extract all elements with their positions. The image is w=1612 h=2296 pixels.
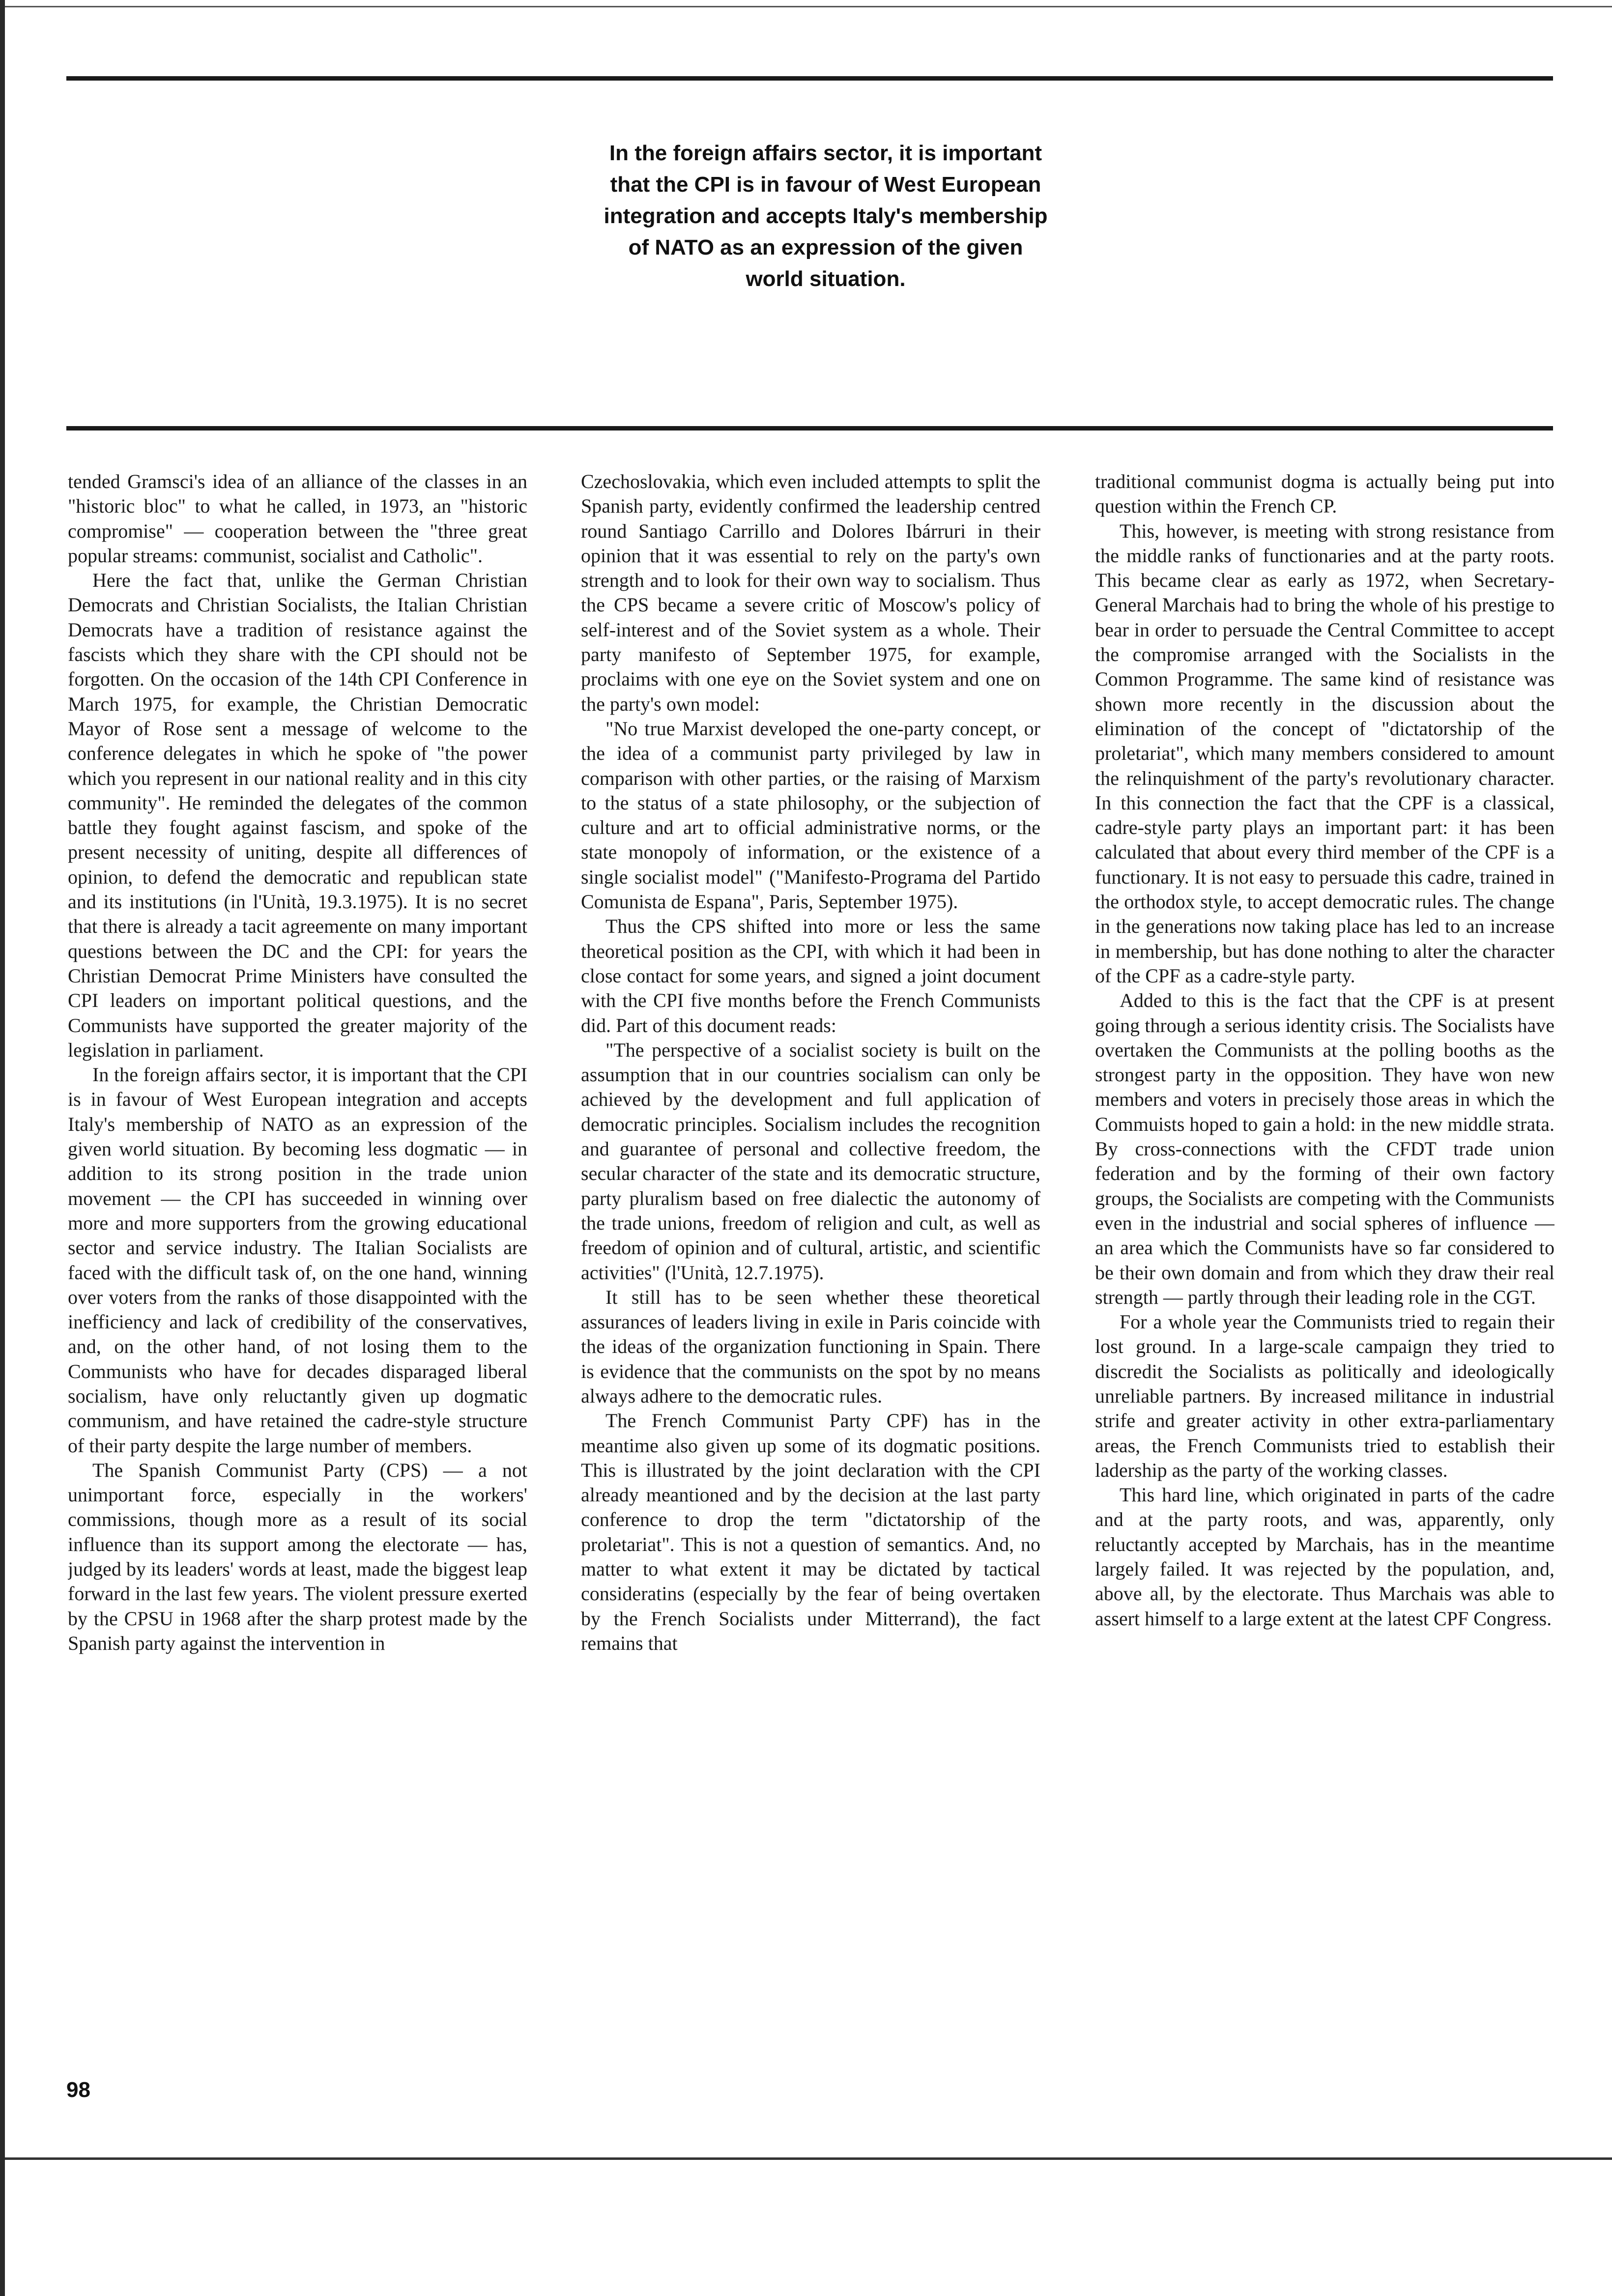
text-column-1 <box>68 469 527 2032</box>
paragraph: This, however, is meeting with strong resistance from the middle ranks of functionaries and at the party roots. This became clear as early as 1972, when Secretary-General Marchais had to bring the whole of his prestige to bear in order to persuade the Central Committee to accept the compromise arranged with the Socialists in the Common Programme. The same kind of resistance was shown more recently in the discussion about the elimination of the concept of "dictatorship of the proletariat", which many members considered to amount the relinquishment of the party's revolutionary character. In this connection the fact that the CPF is a classical, cadre-style party plays an important part: it has been calculated that about every third member of the CPF is a functionary. It is not easy to persuade this cadre, trained in the orthodox style, to accept democratic rules. The change in the generations now taking place has led to an increase in membership, but has done nothing to alter the character of the CPF as a cadre-style party. <box>1095 519 1554 987</box>
text-column-3 <box>1095 469 1554 2032</box>
paragraph: tended Gramsci's idea of an alliance of the classes in an "historic bloc" to what he called, in 1973, an "historic compromise" — cooperation between the "three great popular streams: communist, socialist and Catholic". <box>68 470 527 567</box>
paragraph: The Spanish Communist Party (CPS) — a not unimportant force, especially in the workers' commissions, though more as a result of its social influence than its support among the electorate — has, judged by its leaders' words at least, made the biggest leap forward in the last few years. The violent pressure exerted by the CPSU in 1968 after the sharp protest made by the Spanish party against the intervention in <box>68 1459 527 1654</box>
pull-quote-top-rule <box>66 76 1553 81</box>
pull-quote-line: world situation. <box>746 267 906 291</box>
paragraph: Here the fact that, unlike the German Christian Democrats and Christian Socialists, the Italian Christian Democrats have a tradition of resistance against the fascists which they share with the CPI should not be forgotten. On the occasion of the 14th CPI Conference in March 1975, for example, the Christian Democratic Mayor of Rose sent a message of welcome to the conference delegates in which he spoke of "the power which you represent in our national reality and in this city community". He reminded the delegates of the common battle they fought against fascism, and spoke of the present necessity of uniting, despite all differences of opinion, to defend the democratic and republican state and its institutions (in l'Unità, 19.3.1975). It is no secret that there is already a tacit agreemente on many important questions between the DC and the CPI: for years the Christian Democrat Prime Ministers have consulted the CPI leaders on important political questions, and the Communists have supported the greater majority of the legislation in parliament. <box>68 569 527 1061</box>
paragraph: Thus the CPS shifted into more or less the same theoretical position as the CPI, with which it had been in close contact for some years, and signed a joint document with the CPI five months before the French Communists did. Part of this document reads: <box>581 915 1040 1036</box>
scan-edge <box>0 0 5 2296</box>
pull-quote <box>560 138 1091 295</box>
paragraph: It still has to be seen whether these theoretical assurances of leaders living in exile in Paris coincide with the ideas of the organization functioning in Spain. There is evidence that the communists on the spot by no means always adhere to the democratic rules. <box>581 1286 1040 1407</box>
paragraph: "The perspective of a socialist society is built on the assumption that in our countries socialism can only be achieved by the development and full application of democratic principles. Socialism includes the recognition and guarantee of personal and collective freedom, the secular character of the state and its democratic structure, party pluralism based on free dialectic the autonomy of the trade unions, freedom of religion and cult, as well as freedom of opinion and of cultural, artistic, and scientific activities" (l'Unità, 12.7.1975). <box>581 1038 1040 1284</box>
bottom-rule <box>5 2157 1612 2160</box>
page-number: 98 <box>66 2078 90 2102</box>
pull-quote-line: integration and accepts Italy's membership <box>604 204 1048 228</box>
paragraph: For a whole year the Communists tried to regain their lost ground. In a large-scale campaign they tried to discredit the Socialists as politically and ideologically unreliable partners. By increased militance in industrial strife and greater activity in other extra-parliamentary areas, the French Communists tried to establish their ladership as the party of the working classes. <box>1095 1311 1554 1481</box>
pull-quote-bottom-rule <box>66 426 1553 430</box>
pull-quote-line: that the CPI is in favour of West European <box>610 172 1041 197</box>
paragraph: Added to this is the fact that the CPF is at present going through a serious identity crisis. The Socialists have overtaken the Communists at the polling booths as the strongest party in the opposition. They have won new members and voters in precisely those areas in which the Commuists hoped to gain a hold: in the new middle strata. By cross-connections with the CFDT trade union federation and by the forming of their own factory groups, the Socialists are competing with the Communists even in the industrial and social spheres of influence — an area which the Communists have so far considered to be their own domain and from which they draw their real strength — partly through their leading role in the CGT. <box>1095 989 1554 1308</box>
paragraph: In the foreign affairs sector, it is important that the CPI is in favour of West European integration and accepts Italy's membership of NATO as an expression of the given world situation. By becoming less dogmatic — in addition to its strong position in the trade union movement — the CPI has succeeded in winning over more and more supporters from the growing educational sector and service industry. The Italian Socialists are faced with the difficult task of, on the one hand, winning over voters from the ranks of those disappointed with the inefficiency and lack of credibility of the conservatives, and, on the other hand, of not losing them to the Communists who have for decades disparaged liberal socialism, have only reluctantly given up dogmatic communism, and have retained the cadre-style structure of their party despite the large number of members. <box>68 1063 527 1457</box>
paragraph: The French Communist Party CPF) has in the meantime also given up some of its dogmatic positions. This is illustrated by the joint declaration with the CPI already meantioned and by the decision at the last party conference to drop the term "dictatorship of the proletariat". This is not a question of semantics. And, no matter to what extent it may be dictated by tactical consideratins (especially by the fear of being overtaken by the French Socialists under Mitterrand), the fact remains that <box>581 1409 1040 1654</box>
paragraph: "No true Marxist developed the one-party concept, or the idea of a communist party privileged by law in comparison with other parties, or the raising of Marxism to the status of a state philosophy, or the subjection of culture and art to official administrative norms, or the state monopoly of information, or the existence of a single socialist model" ("Manifesto-Programa del Partido Comunista de Espana", Paris, September 1975). <box>581 717 1040 913</box>
text-column-2 <box>581 469 1040 2032</box>
paragraph: This hard line, which originated in parts of the cadre and at the party roots, and was, apparently, only reluctantly accepted by Marchais, has in the meantime largely failed. It was rejected by the population, and, above all, by the electorate. Thus Marchais was able to assert himself to a large extent at the latest CPF Congress. <box>1095 1484 1554 1630</box>
pull-quote-line: of NATO as an expression of the given <box>628 235 1023 259</box>
paragraph: Czechoslovakia, which even included attempts to split the Spanish party, evidently confirmed the leadership centred round Santiago Carrillo and Dolores Ibárruri in their opinion that it was essential to rely on the party's own strength and to look for their own way to socialism. Thus the CPS became a severe critic of Moscow's policy of self-interest and of the Soviet system as a whole. Their party manifesto of September 1975, for example, proclaims with one eye on the Soviet system and one on the party's own model: <box>581 470 1040 715</box>
top-rule <box>5 6 1612 7</box>
pull-quote-line: In the foreign affairs sector, it is important <box>609 141 1042 165</box>
paragraph: traditional communist dogma is actually being put into question within the French CP. <box>1095 470 1554 517</box>
